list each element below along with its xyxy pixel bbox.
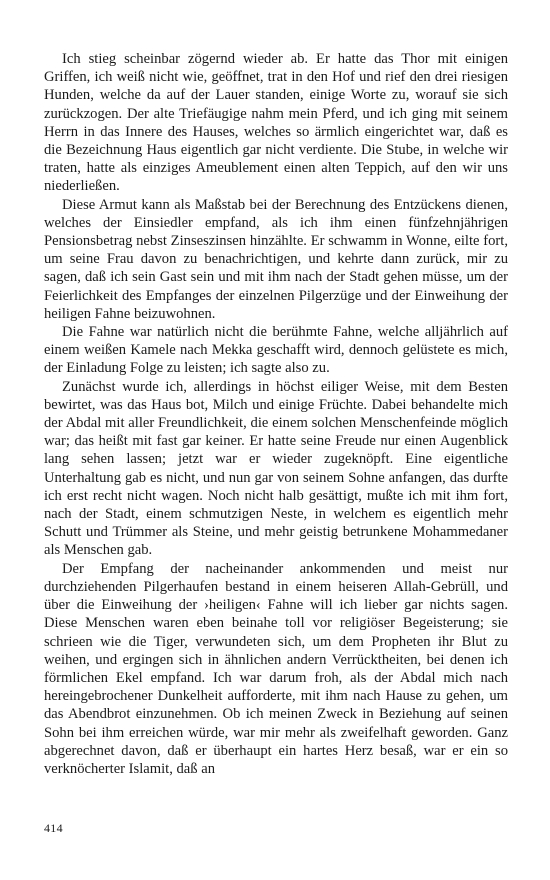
paragraph-1: Ich stieg scheinbar zögernd wieder ab. Er hatte das Thor mit einigen Griffen, ich weiß nicht wie, geöffnet, trat in den Hof und rief den drei riesigen Hunden, welche da auf der Lauer standen, einige Worte zu, worauf sie sich zurückzogen. Der alte Triefäugige nahm mein Pferd, und ich ging mit seinem Herrn in das Innere des Hauses, welches so ärmlich eingerichtet war, daß es die Bezeichnung Haus eigentlich gar nicht verdiente. Die Stube, in welche wir traten, hatte als einziges Ameublement einen alten Teppich, auf den wir uns niederließen. <box>44 51 508 195</box>
paragraph-4: Zunächst wurde ich, allerdings in höchst eiliger Weise, mit dem Besten bewirtet, was das Haus bot, Milch und einige Früchte. Dabei behandelte mich der Abdal mit aller Freundlichkeit, die einem solchen Menschenfeinde möglich war; das heißt mit fast gar keiner. Er hatte seine Freude nur einen Augenblick lang sehen lassen; jetzt war er wieder zugeknöpft. Eine eigentliche Unterhaltung gab es nicht, und nun gar von seinem Sohne anfangen, das durfte ich erst recht nicht wagen. Noch nicht halb gesättigt, mußte ich mit ihm fort, nach der Stadt, einem schmutzigen Neste, in welchem es eigentlich mehr Schutt und Trümmer als Steine, und mehr geistig betrunkene Mohammedaner als Menschen gab. <box>44 378 508 559</box>
paragraph-3: Die Fahne war natürlich nicht die berühmte Fahne, welche alljährlich auf einem weißen Kamele nach Mekka geschafft wird, dennoch gelüstete es mich, der Einladung Folge zu leisten; ich sagte also zu. <box>44 324 508 377</box>
paragraph-2: Diese Armut kann als Maßstab bei der Berechnung des Entzückens dienen, welches der Einsiedler empfand, als ich ihm einen fünfzehnjährigen Pensionsbetrag nebst Zinseszinsen hinzählte. Er schwamm in Wonne, eilte fort, um seine Frau davon zu benachrichtigen, und kehrte dann zurück, mir zu sagen, daß ich sein Gast sein und mit ihm nach der Stadt gehen müsse, um der Feierlichkeit des Empfanges der einzelnen Pilgerzüge und der Einweihung der heiligen Fahne beizuwohnen. <box>44 196 508 322</box>
page-number: 414 <box>44 821 63 835</box>
paragraph-5: Der Empfang der nacheinander ankommenden und meist nur durchziehenden Pilgerhaufen bestand in einem heiseren Allah-Gebrüll, und über die Einweihung der ›heiligen‹ Fahne will ich lieber gar nichts sagen. Diese Menschen waren eben beinahe toll vor religiöser Begeisterung; sie schrieen wie die Tiger, verwundeten sich, um dem Propheten ihr Blut zu weihen, und ergingen sich in ähnlichen andern Verrücktheiten, bei denen ich förmlichen Ekel empfand. Ich war darum froh, als der Abdal mich nach hereingebrochener Dunkelheit aufforderte, mit ihm nach Hause zu gehen, um das Abendbrot einzunehmen. Ob ich meinen Zweck in Beziehung auf seinen Sohn bei ihm erreichen würde, war mir mehr als zweifelhaft geworden. Ganz abgerechnet davon, daß er überhaupt ein hartes Herz besaß, war er ein so verknöcherter Islamit, daß an <box>44 560 508 777</box>
page-body <box>44 50 508 778</box>
